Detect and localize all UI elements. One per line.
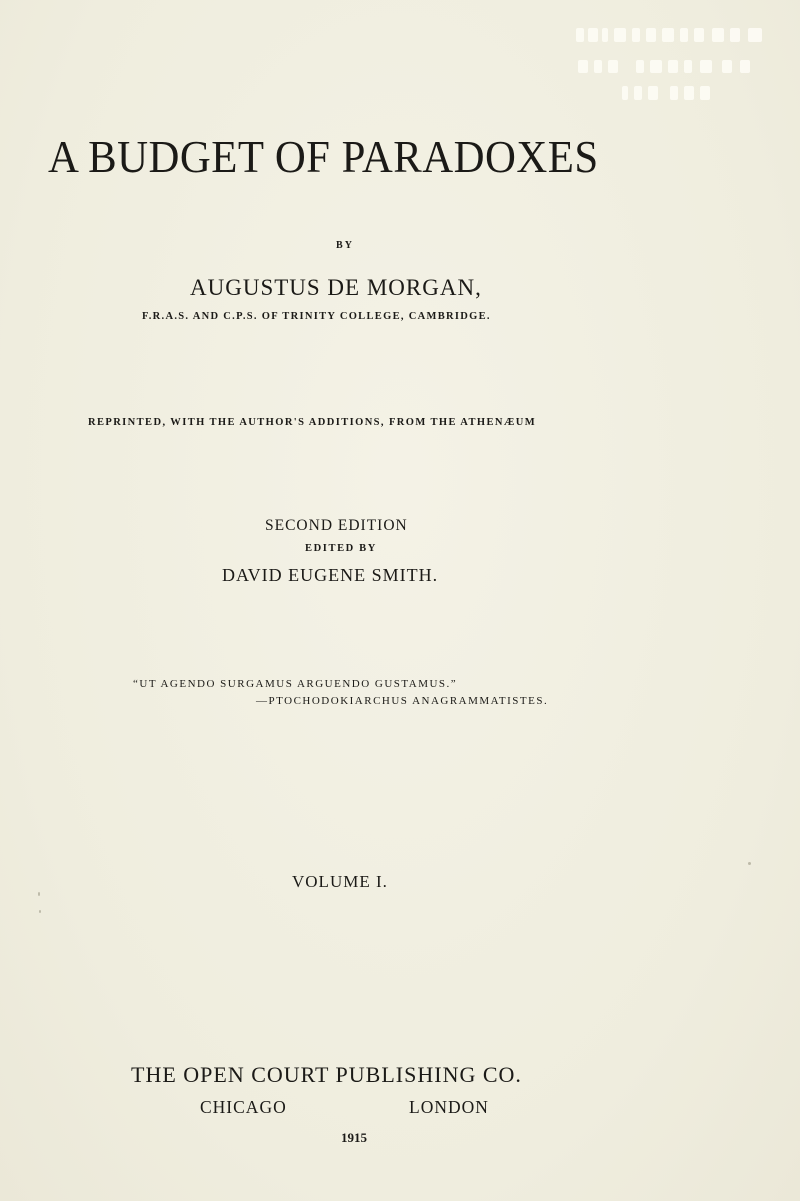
volume-label: VOLUME I.	[292, 872, 388, 891]
publication-year: 1915	[341, 1130, 367, 1145]
epigraph-quote: “UT AGENDO SURGAMUS ARGUENDO GUSTAMUS.”	[133, 678, 458, 690]
paper-speck	[748, 862, 751, 865]
paper-speck	[39, 910, 41, 913]
author-name: AUGUSTUS DE MORGAN,	[190, 275, 482, 300]
library-stamp	[566, 22, 766, 112]
author-credentials: F.R.A.S. AND C.P.S. OF TRINITY COLLEGE, CAMBRIDGE.	[142, 311, 491, 322]
publisher-city-london: LONDON	[409, 1097, 489, 1117]
reprint-note: REPRINTED, WITH THE AUTHOR'S ADDITIONS, FROM THE ATHENÆUM	[88, 417, 537, 428]
publisher-city-chicago: CHICAGO	[200, 1097, 287, 1117]
book-title: A BUDGET OF PARADOXES	[48, 131, 599, 182]
paper-speck	[38, 892, 40, 896]
editor-name: DAVID EUGENE SMITH.	[222, 565, 439, 585]
edition-label: SECOND EDITION	[265, 517, 408, 534]
edited-by-label: EDITED BY	[305, 543, 377, 554]
by-line: BY	[336, 240, 354, 251]
epigraph-attribution: —PTOCHODOKIARCHUS ANAGRAMMATISTES.	[256, 695, 549, 707]
publisher-name: THE OPEN COURT PUBLISHING CO.	[131, 1062, 522, 1087]
